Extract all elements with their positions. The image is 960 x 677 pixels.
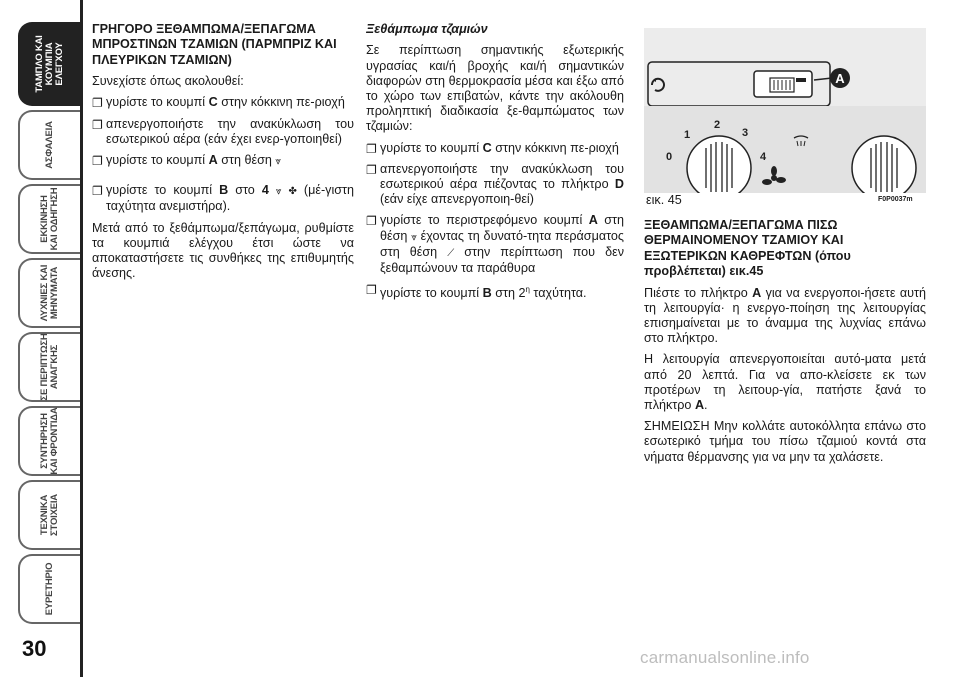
section-heading: Ξεθάμπωμα τζαμιών: [366, 22, 488, 36]
section-heading: ΓΡΗΓΟΡΟ ΞΕΘΑΜΠΩΜΑ/ΞΕΠΑΓΩΜΑ ΜΠΡΟΣΤΙΝΩΝ ΤΖΑΜΙΩΝ (ΠΑΡΜΠΡΙΖ ΚΑΙ ΠΛΕΥΡΙΚΩΝ ΤΖΑΜΙΩΝ): [92, 22, 337, 67]
svg-text:1: 1: [684, 129, 691, 141]
checkbox-bullet-icon: ❐: [366, 283, 377, 298]
sidebar-divider: [80, 0, 83, 677]
list-item: ❐ γυρίστε το κουμπί B στη $2^\eta$ ταχύτητα.: [366, 283, 587, 301]
fan-icon: ✤: [288, 186, 297, 198]
section-heading: ΞΕΘΑΜΠΩΜΑ/ΞΕΠΑΓΩΜΑ ΠΙΣΩ ΘΕΡΜΑΙΝΟΜΕΝΟΥ ΤΖΑΜΙΟΥ ΚΑΙ ΕΞΩΤΕΡΙΚΩΝ ΚΑΘΡΕΦΤΩΝ (όπου προβλέπεται) εικ.45: [644, 218, 851, 279]
figure-code: F0P0037m: [878, 196, 913, 203]
air-distribution-knob: [852, 136, 916, 193]
tab-dashboard-controls[interactable]: ΤΑΜΠΛΟ ΚΑΙ ΚΟΥΜΠΙΑ ΕΛΕΓΧΟΥ: [18, 22, 80, 106]
rear-defrost-button: [754, 71, 812, 97]
tab-safety[interactable]: ΑΣΦΑΛΕΙΑ: [18, 110, 80, 180]
tab-maintenance[interactable]: ΣΥΝΤΗΡΗΣΗ ΚΑΙ ΦΡΟΝΤΙΔΑ: [18, 406, 80, 476]
windshield-vent-icon: ⩔: [275, 186, 282, 198]
svg-text:2: 2: [714, 119, 721, 131]
tab-technical-data[interactable]: ΤΕΧΝΙΚΑ ΣΤΟΙΧΕΙΑ: [18, 480, 80, 550]
outro-text: Μετά από το ξεθάμπωμα/ξεπάγωμα, ρυθμίστε τα κουμπιά ελέγχου έτσι ώστε να αποκαταστήσετε τις συνθήκες της επιθυμητής άνεσης.: [92, 220, 354, 281]
column-window-demist: [366, 22, 624, 308]
checkbox-bullet-icon: ❐: [92, 184, 103, 199]
list-item: ❐ απενεργοποιήστε την ανακύκλωση του εσωτερικού αέρα πιέζοντας το πλήκτρο D (εάν είχε απενεργοποιη-θεί): [366, 161, 624, 207]
chapter-sidebar: [0, 0, 80, 677]
tab-starting-driving[interactable]: ΕΚΚΙΝΗΣΗ ΚΑΙ ΟΔΗΓΗΣΗ: [18, 184, 80, 254]
windshield-vent-icon: ⩔: [411, 231, 417, 243]
watermark: carmanualsonline.info: [640, 648, 810, 667]
column-rear-defrost: [644, 218, 926, 471]
list-item: ❐ γυρίστε το κουμπί B στο 4 ⩔ ✤ (μέ-γιστη ταχύτητα ανεμιστήρα).: [92, 183, 355, 214]
feet-windshield-icon: ⟋: [447, 247, 455, 259]
column-front-defrost: [92, 22, 354, 287]
note-paragraph: ΣΗΜΕΙΩΣΗ Μην κολλάτε αυτοκόλλητα επάνω στο εσωτερικό τμήμα του πίσω τζαμιού κοντά στα νήματα θέρμανσης για να μην τα χαλάσετε.: [644, 419, 926, 464]
tab-lights-messages[interactable]: ΛΥΧΝΙΕΣ ΚΑΙ ΜΗΝΥΜΑΤΑ: [18, 258, 80, 328]
tab-emergency[interactable]: ΣΕ ΠΕΡΙΠΤΩΣΗ ΑΝΑΓΚΗΣ: [18, 332, 80, 402]
list-item: ❐ απενεργοποιήστε την ανακύκλωση του εσωτερικού αέρα (εάν έχει ενερ-γοποιηθεί): [92, 116, 354, 146]
intro-text: Συνεχίστε όπως ακολουθεί:: [92, 74, 244, 89]
windshield-vent-icon: ⩔: [275, 156, 281, 168]
checkbox-bullet-icon: ❐: [366, 214, 377, 229]
checkbox-bullet-icon: ❐: [366, 162, 377, 177]
figure-caption: εικ. 45: [646, 193, 682, 207]
tab-index[interactable]: ΕΥΡΕΤΗΡΙΟ: [18, 554, 80, 624]
list-item: ❐ γυρίστε το κουμπί C στην κόκκινη πε-ριοχή: [92, 95, 345, 111]
paragraph: Η λειτουργία απενεργοποιείται αυτό-ματα μετά από 20 λεπτά. Για να απο-κλείσετε εκ των προτέρων τη λειτουρ-γία, πατήστε ξανά το πλήκτρο A.: [644, 352, 926, 413]
svg-text:3: 3: [742, 127, 749, 139]
intro-text: Σε περίπτωση σημαντικής εξωτερικής υγρασίας και/ή βροχής και/ή σημαντικών διαφορών στη θερμοκρασία μέσα και έξω από το χώρο των επιβατών, κάντε την ακόλουθη προληπτική διαδικασία ξε-θαμπώματος των τζαμιών:: [366, 43, 624, 134]
paragraph: Πιέστε το πλήκτρο A για να ενεργοποι-ήσετε αυτή τη λειτουργία· η ενεργο-ποίηση της λειτουργίας επισημαίνεται με το άναμμα της λυχνίας επάνω στο πλήκτρο.: [644, 285, 926, 346]
fan-speed-knob: [687, 136, 751, 193]
climate-control-figure: [644, 28, 926, 193]
checkbox-bullet-icon: ❐: [366, 141, 377, 156]
svg-text:4: 4: [760, 151, 767, 163]
checkbox-bullet-icon: ❐: [92, 96, 103, 111]
list-item: ❐ γυρίστε το περιστρεφόμενο κουμπί A στη θέση ⩔ έχοντας τη δυνατό-τητα περάσματος στη θέση ⟋ στην περίπτωση που δεν ξεθαμπώνουν τα παράθυρα: [366, 213, 624, 276]
list-item: ❐ γυρίστε το κουμπί C στην κόκκινη πε-ριοχή: [366, 140, 619, 156]
svg-text:A: A: [835, 71, 845, 86]
checkbox-bullet-icon: ❐: [92, 117, 103, 132]
page-number: 30: [22, 636, 47, 661]
control-panel-illustration: [644, 28, 926, 193]
list-item: ❐ γυρίστε το κουμπί A στη θέση ⩔: [92, 153, 281, 169]
checkbox-bullet-icon: ❐: [92, 154, 103, 169]
svg-text:0: 0: [666, 151, 673, 163]
